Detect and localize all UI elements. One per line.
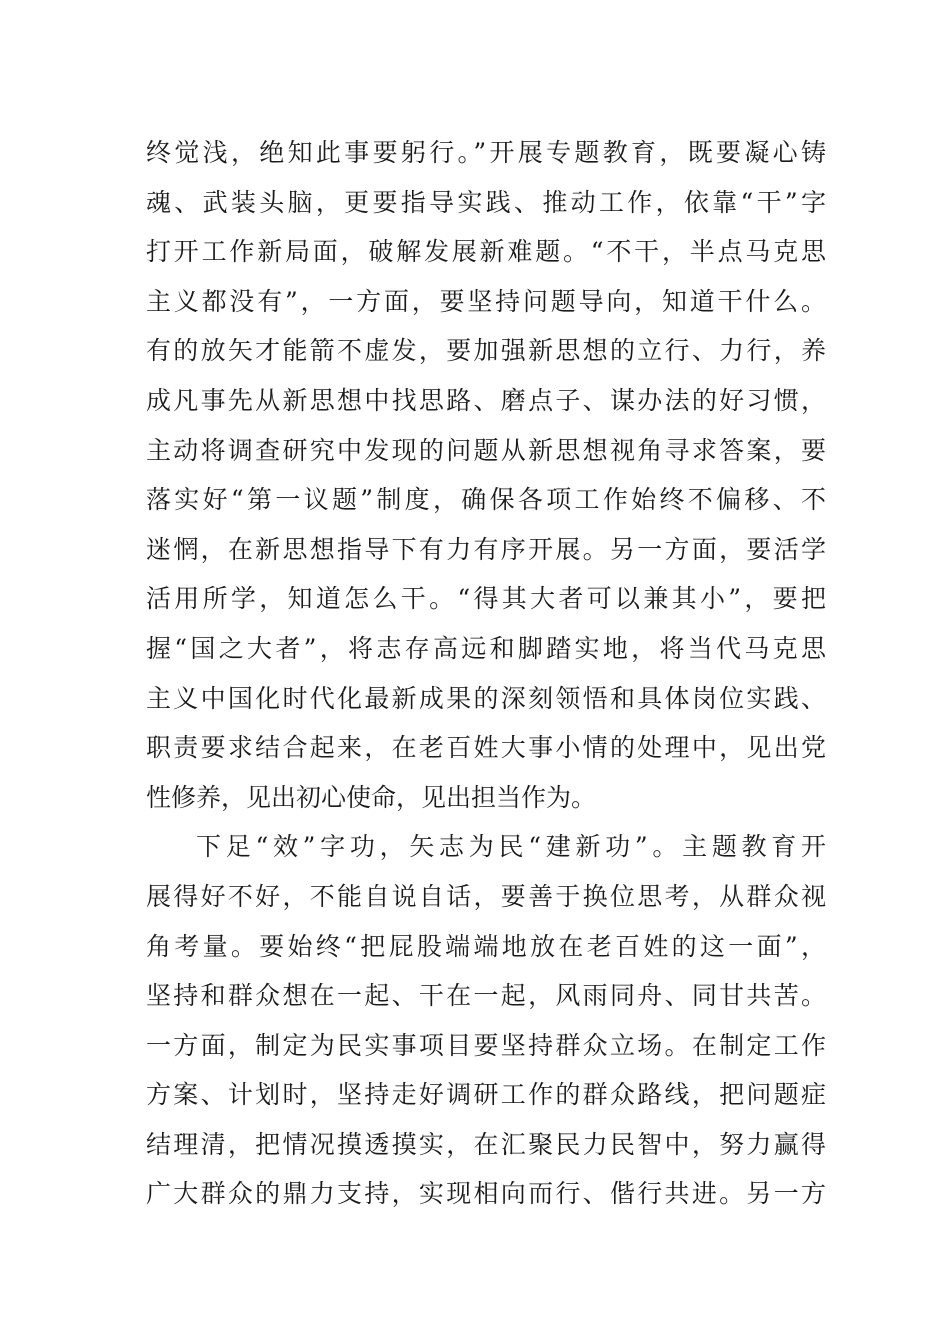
document-body bbox=[146, 128, 826, 1219]
text-line: 展得好不好，不能自说自话，要善于换位思考，从群众视 bbox=[146, 881, 826, 911]
text-line: 一方面，制定为民实事项目要坚持群众立场。在制定工作 bbox=[146, 1030, 826, 1060]
paragraph-1 bbox=[146, 128, 826, 822]
text-line: 广大群众的鼎力支持，实现相向而行、偕行共进。另一方 bbox=[146, 1179, 826, 1209]
text-line: 职责要求结合起来，在老百姓大事小情的处理中，见出党 bbox=[146, 733, 826, 763]
text-line: 终觉浅，绝知此事要躬行。”开展专题教育，既要凝心铸 bbox=[146, 138, 826, 167]
text-line: 坚持和群众想在一起、干在一起，风雨同舟、同甘共苦。 bbox=[146, 981, 826, 1011]
text-line: 主动将调查研究中发现的问题从新思想视角寻求答案，要 bbox=[146, 435, 826, 465]
text-line: 握“国之大者”，将志存高远和脚踏实地，将当代马克思 bbox=[146, 633, 826, 663]
text-line: 方案、计划时，坚持走好调研工作的群众路线，把问题症 bbox=[146, 1080, 826, 1110]
text-line: 打开工作新局面，破解发展新难题。“不干，半点马克思 bbox=[146, 237, 826, 267]
text-line: 活用所学，知道怎么干。“得其大者可以兼其小”，要把 bbox=[146, 584, 826, 614]
text-line: 成凡事先从新思想中找思路、磨点子、谋办法的好习惯， bbox=[146, 385, 826, 415]
text-line: 下足“效”字功，矢志为民“建新功”。主题教育开 bbox=[196, 832, 826, 862]
text-line: 角考量。要始终“把屁股端端地放在老百姓的这一面”， bbox=[146, 931, 826, 961]
text-line: 性修养，见出初心使命，见出担当作为。 bbox=[146, 782, 597, 812]
paragraph-2 bbox=[146, 822, 826, 1219]
text-line: 主义中国化时代化最新成果的深刻领悟和具体岗位实践、 bbox=[146, 683, 826, 713]
text-line: 主义都没有”，一方面，要坚持问题导向，知道干什么。 bbox=[146, 286, 826, 316]
text-line: 迷惘，在新思想指导下有力有序开展。另一方面，要活学 bbox=[146, 534, 826, 564]
text-line: 魂、武装头脑，更要指导实践、推动工作，依靠“干”字 bbox=[146, 187, 826, 217]
text-line: 结理清，把情况摸透摸实，在汇聚民力民智中，努力赢得 bbox=[146, 1129, 826, 1159]
text-line: 有的放矢才能箭不虚发，要加强新思想的立行、力行，养 bbox=[146, 336, 826, 366]
text-line: 落实好“第一议题”制度，确保各项工作始终不偏移、不 bbox=[146, 485, 826, 515]
